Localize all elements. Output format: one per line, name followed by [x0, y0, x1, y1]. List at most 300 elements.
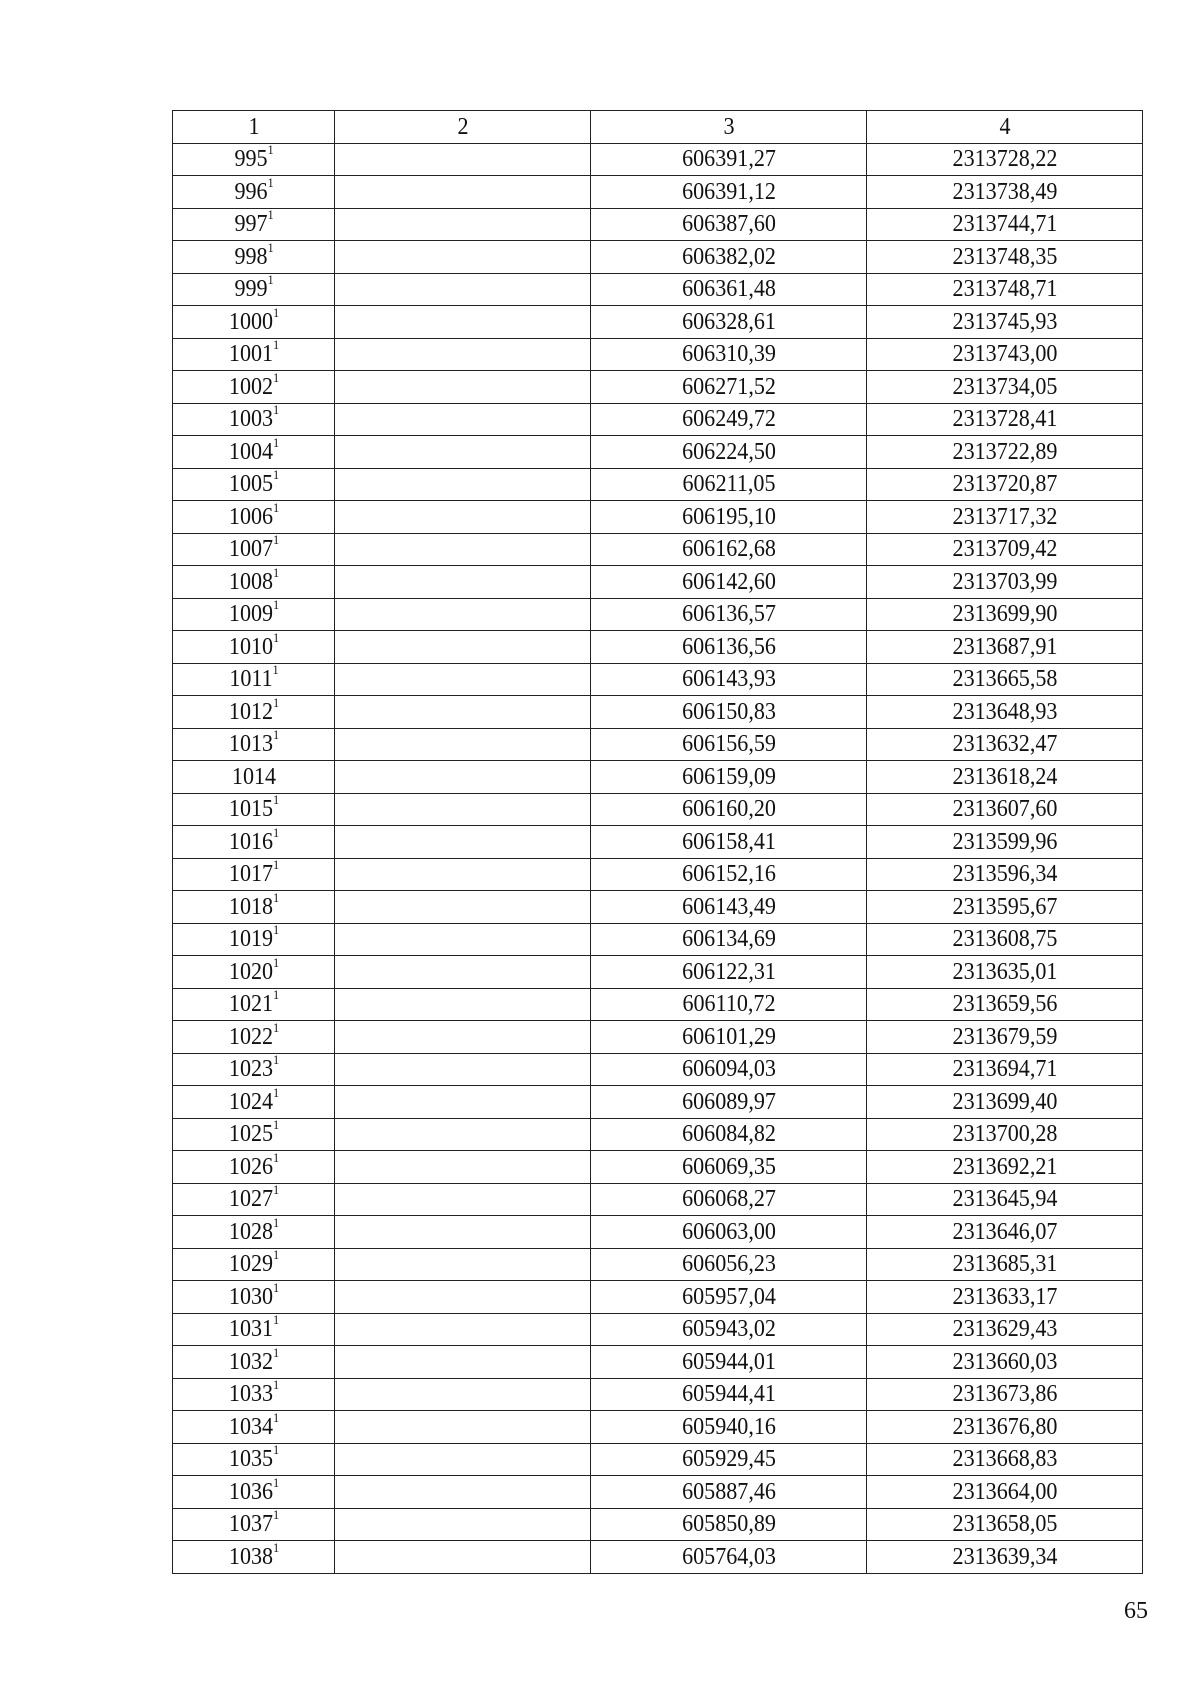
y-coordinate-cell: 2313692,21: [878, 1151, 1132, 1184]
point-superscript: 1: [272, 824, 279, 840]
point-number-cell: [179, 306, 328, 339]
column-2-cell: [345, 273, 581, 306]
point-number-cell: [179, 1346, 328, 1379]
y-coordinate-cell: 2313633,17: [878, 1281, 1132, 1314]
table-row: [173, 501, 1143, 534]
column-2-cell: [345, 598, 581, 631]
point-number: 1009: [228, 601, 273, 628]
point-number: 1028: [228, 1218, 273, 1245]
y-coordinate-cell: 2313709,42: [878, 533, 1132, 566]
table-row: [173, 1541, 1143, 1574]
point-superscript: 1: [272, 629, 279, 645]
column-2-cell: [345, 208, 581, 241]
y-coordinate-cell: 2313699,90: [878, 598, 1132, 631]
y-coordinate-cell: 2313728,22: [878, 143, 1132, 176]
x-coordinate-cell: 606271,52: [602, 371, 856, 404]
y-coordinate-cell: 2313748,71: [878, 273, 1132, 306]
y-coordinate-cell: 2313673,86: [878, 1378, 1132, 1411]
column-2-cell: [345, 1021, 581, 1054]
point-number-cell: [179, 728, 328, 761]
column-2-cell: [345, 988, 581, 1021]
point-number-cell: [179, 273, 328, 306]
y-coordinate-cell: 2313659,56: [878, 988, 1132, 1021]
point-number-cell: [179, 338, 328, 371]
x-coordinate-cell: 606156,59: [602, 728, 856, 761]
x-coordinate-cell: 605944,41: [602, 1378, 856, 1411]
y-coordinate-cell: 2313745,93: [878, 306, 1132, 339]
x-coordinate-cell: 606361,48: [602, 273, 856, 306]
point-number: 1034: [228, 1413, 273, 1440]
x-coordinate-cell: 605764,03: [602, 1541, 856, 1574]
table-header-row: [173, 111, 1143, 144]
y-coordinate-cell: 2313748,35: [878, 241, 1132, 274]
column-2-cell: [345, 728, 581, 761]
x-coordinate-cell: 606382,02: [602, 241, 856, 274]
point-number-cell: [179, 566, 328, 599]
point-number-cell: [179, 1378, 328, 1411]
table-row: [173, 1346, 1143, 1379]
x-coordinate-cell: 606150,83: [602, 696, 856, 729]
column-2-cell: [345, 1411, 581, 1444]
point-superscript: 1: [272, 792, 279, 808]
point-superscript: 1: [272, 1539, 279, 1555]
y-coordinate-cell: 2313665,58: [878, 663, 1132, 696]
y-coordinate-cell: 2313629,43: [878, 1313, 1132, 1346]
point-number: 1027: [228, 1186, 273, 1213]
x-coordinate-cell: 606089,97: [602, 1086, 856, 1119]
column-2-cell: [345, 176, 581, 209]
point-number-cell: [179, 1086, 328, 1119]
column-2-cell: [345, 956, 581, 989]
table-row: [173, 143, 1143, 176]
point-number-cell: [179, 598, 328, 631]
column-2-cell: [345, 1378, 581, 1411]
point-number: 1037: [228, 1511, 273, 1538]
y-coordinate-cell: 2313618,24: [878, 761, 1132, 794]
table-row: [173, 208, 1143, 241]
point-number: 1011: [228, 666, 273, 693]
column-2-cell: [345, 826, 581, 859]
table-row: [173, 1281, 1143, 1314]
point-number-cell: [179, 208, 328, 241]
table-row: [173, 631, 1143, 664]
x-coordinate-cell: 606069,35: [602, 1151, 856, 1184]
point-superscript: 1: [267, 142, 274, 158]
y-coordinate-cell: 2313635,01: [878, 956, 1132, 989]
point-superscript: 1: [272, 1442, 279, 1458]
y-coordinate-cell: 2313717,32: [878, 501, 1132, 534]
point-number-cell: [179, 858, 328, 891]
point-superscript: 1: [272, 532, 279, 548]
y-coordinate-cell: 2313676,80: [878, 1411, 1132, 1444]
point-number-cell: [179, 403, 328, 436]
column-2-cell: [345, 1086, 581, 1119]
x-coordinate-cell: 606158,41: [602, 826, 856, 859]
table-row: [173, 1248, 1143, 1281]
point-number-cell: [179, 1053, 328, 1086]
y-coordinate-cell: 2313685,31: [878, 1248, 1132, 1281]
x-coordinate-cell: 606056,23: [602, 1248, 856, 1281]
x-coordinate-cell: 606110,72: [602, 988, 856, 1021]
column-2-cell: [345, 1053, 581, 1086]
point-superscript: 1: [272, 1182, 279, 1198]
column-2-cell: [345, 1151, 581, 1184]
table-row: [173, 176, 1143, 209]
x-coordinate-cell: 606134,69: [602, 923, 856, 956]
table-row: [173, 1183, 1143, 1216]
table-row: [173, 1443, 1143, 1476]
point-number: 1004: [228, 438, 273, 465]
point-number-cell: [179, 371, 328, 404]
column-2-cell: [345, 1183, 581, 1216]
point-number-cell: [179, 501, 328, 534]
column-2-cell: [345, 436, 581, 469]
x-coordinate-cell: 606195,10: [602, 501, 856, 534]
header-col-1: 1: [179, 111, 328, 144]
y-coordinate-cell: 2313664,00: [878, 1476, 1132, 1509]
table-row: [173, 403, 1143, 436]
y-coordinate-cell: 2313668,83: [878, 1443, 1132, 1476]
point-number-cell: [179, 631, 328, 664]
point-number-cell: [179, 826, 328, 859]
y-coordinate-cell: 2313596,34: [878, 858, 1132, 891]
table-body: [173, 143, 1143, 1573]
point-superscript: 1: [272, 1052, 279, 1068]
column-2-cell: [345, 696, 581, 729]
y-coordinate-cell: 2313699,40: [878, 1086, 1132, 1119]
point-number-cell: [179, 1313, 328, 1346]
point-number: 1015: [228, 796, 273, 823]
column-2-cell: [345, 631, 581, 664]
y-coordinate-cell: 2313608,75: [878, 923, 1132, 956]
point-number: 1006: [228, 503, 273, 530]
x-coordinate-cell: 606159,09: [602, 761, 856, 794]
column-2-cell: [345, 1281, 581, 1314]
y-coordinate-cell: 2313700,28: [878, 1118, 1132, 1151]
point-number: 1001: [228, 341, 273, 368]
point-number-cell: [179, 436, 328, 469]
x-coordinate-cell: 605943,02: [602, 1313, 856, 1346]
column-2-cell: [345, 241, 581, 274]
point-number: 1000: [228, 308, 273, 335]
table-row: [173, 1086, 1143, 1119]
table-row: [173, 468, 1143, 501]
point-superscript: 1: [272, 467, 279, 483]
table-row: [173, 598, 1143, 631]
point-number: 998: [233, 243, 268, 270]
column-2-cell: [345, 501, 581, 534]
point-superscript: 1: [272, 662, 279, 678]
x-coordinate-cell: 606136,56: [602, 631, 856, 664]
column-2-cell: [345, 338, 581, 371]
x-coordinate-cell: 606391,12: [602, 176, 856, 209]
y-coordinate-cell: 2313639,34: [878, 1541, 1132, 1574]
y-coordinate-cell: 2313658,05: [878, 1508, 1132, 1541]
table-row: [173, 566, 1143, 599]
point-superscript: 1: [267, 272, 274, 288]
point-number: 1021: [228, 991, 273, 1018]
point-number-cell: [179, 923, 328, 956]
point-number: 1003: [228, 406, 273, 433]
point-superscript: 1: [272, 1084, 279, 1100]
point-superscript: 1: [272, 1149, 279, 1165]
point-number: 1018: [228, 893, 273, 920]
point-superscript: 1: [272, 889, 279, 905]
header-col-4: 4: [878, 111, 1132, 144]
column-2-cell: [345, 1216, 581, 1249]
x-coordinate-cell: 605887,46: [602, 1476, 856, 1509]
point-number-cell: [179, 663, 328, 696]
y-coordinate-cell: 2313694,71: [878, 1053, 1132, 1086]
table-row: [173, 1053, 1143, 1086]
column-2-cell: [345, 761, 581, 794]
point-number-cell: [179, 1021, 328, 1054]
column-2-cell: [345, 306, 581, 339]
y-coordinate-cell: 2313687,91: [878, 631, 1132, 664]
point-number: 1032: [228, 1348, 273, 1375]
point-superscript: 1: [267, 239, 274, 255]
column-2-cell: [345, 566, 581, 599]
column-2-cell: [345, 858, 581, 891]
header-col-2: 2: [345, 111, 581, 144]
point-number-cell: [179, 793, 328, 826]
table-row: [173, 436, 1143, 469]
x-coordinate-cell: 606143,49: [602, 891, 856, 924]
point-superscript: 1: [272, 857, 279, 873]
x-coordinate-cell: 606387,60: [602, 208, 856, 241]
table-row: [173, 923, 1143, 956]
y-coordinate-cell: 2313728,41: [878, 403, 1132, 436]
column-2-cell: [345, 923, 581, 956]
table-row: [173, 826, 1143, 859]
x-coordinate-cell: 606249,72: [602, 403, 856, 436]
page-number: 65: [1124, 1598, 1148, 1624]
point-number-cell: [179, 241, 328, 274]
x-coordinate-cell: 606142,60: [602, 566, 856, 599]
y-coordinate-cell: 2313703,99: [878, 566, 1132, 599]
point-number: 1010: [228, 633, 273, 660]
x-coordinate-cell: 606122,31: [602, 956, 856, 989]
x-coordinate-cell: 606101,29: [602, 1021, 856, 1054]
point-number-cell: [179, 1183, 328, 1216]
y-coordinate-cell: 2313679,59: [878, 1021, 1132, 1054]
table-row: [173, 533, 1143, 566]
point-number-cell: [179, 176, 328, 209]
column-2-cell: [345, 1443, 581, 1476]
y-coordinate-cell: 2313599,96: [878, 826, 1132, 859]
point-number: 1005: [228, 471, 273, 498]
point-number-cell: [179, 533, 328, 566]
y-coordinate-cell: 2313595,67: [878, 891, 1132, 924]
x-coordinate-cell: 606136,57: [602, 598, 856, 631]
table-row: [173, 696, 1143, 729]
point-number-cell: [179, 696, 328, 729]
y-coordinate-cell: 2313648,93: [878, 696, 1132, 729]
x-coordinate-cell: 606162,68: [602, 533, 856, 566]
point-number-cell: [179, 143, 328, 176]
point-superscript: 1: [272, 1214, 279, 1230]
x-coordinate-cell: 605940,16: [602, 1411, 856, 1444]
point-superscript: 1: [272, 369, 279, 385]
column-2-cell: [345, 663, 581, 696]
x-coordinate-cell: 606391,27: [602, 143, 856, 176]
point-superscript: 1: [272, 1117, 279, 1133]
point-number: 1023: [228, 1056, 273, 1083]
table-row: [173, 1508, 1143, 1541]
point-superscript: 1: [272, 1019, 279, 1035]
y-coordinate-cell: 2313738,49: [878, 176, 1132, 209]
point-number-cell: [179, 1508, 328, 1541]
point-number: 1024: [228, 1088, 273, 1115]
point-number: 1036: [228, 1478, 273, 1505]
point-superscript: 1: [272, 1279, 279, 1295]
point-number: 1038: [228, 1543, 273, 1570]
table-row: [173, 761, 1143, 794]
y-coordinate-cell: 2313722,89: [878, 436, 1132, 469]
point-number: 995: [233, 146, 268, 173]
point-superscript: 1: [272, 727, 279, 743]
point-number: 1008: [228, 568, 273, 595]
point-number: 1026: [228, 1153, 273, 1180]
point-number: 1019: [228, 926, 273, 953]
table-row: [173, 956, 1143, 989]
x-coordinate-cell: 606143,93: [602, 663, 856, 696]
y-coordinate-cell: 2313744,71: [878, 208, 1132, 241]
point-superscript: 1: [272, 434, 279, 450]
point-superscript: 1: [272, 987, 279, 1003]
column-2-cell: [345, 1118, 581, 1151]
column-2-cell: [345, 533, 581, 566]
y-coordinate-cell: 2313645,94: [878, 1183, 1132, 1216]
x-coordinate-cell: 605957,04: [602, 1281, 856, 1314]
point-number-cell: [179, 1476, 328, 1509]
point-number: 1017: [228, 861, 273, 888]
x-coordinate-cell: 606310,39: [602, 338, 856, 371]
point-number: 1020: [228, 958, 273, 985]
point-superscript: 1: [272, 1377, 279, 1393]
x-coordinate-cell: 606224,50: [602, 436, 856, 469]
point-number-cell: [179, 956, 328, 989]
point-number: 997: [233, 211, 268, 238]
table-row: [173, 241, 1143, 274]
column-2-cell: [345, 793, 581, 826]
point-superscript: 1: [272, 1474, 279, 1490]
y-coordinate-cell: 2313607,60: [878, 793, 1132, 826]
point-number-cell: [179, 761, 328, 794]
column-2-cell: [345, 1313, 581, 1346]
point-number-cell: [179, 891, 328, 924]
point-number: 999: [233, 276, 268, 303]
coordinates-table: [172, 110, 1143, 1574]
point-superscript: 1: [272, 1247, 279, 1263]
point-number: 1002: [228, 373, 273, 400]
x-coordinate-cell: 606094,03: [602, 1053, 856, 1086]
x-coordinate-cell: 606084,82: [602, 1118, 856, 1151]
point-number-cell: [179, 1541, 328, 1574]
y-coordinate-cell: 2313720,87: [878, 468, 1132, 501]
point-superscript: 1: [272, 1312, 279, 1328]
point-number: 1016: [228, 828, 273, 855]
point-number-cell: [179, 1411, 328, 1444]
point-superscript: 1: [272, 954, 279, 970]
point-superscript: 1: [272, 1409, 279, 1425]
point-number: 1030: [228, 1283, 273, 1310]
table-row: [173, 371, 1143, 404]
table-row: [173, 1476, 1143, 1509]
column-2-cell: [345, 1248, 581, 1281]
point-number-cell: [179, 1281, 328, 1314]
point-superscript: 1: [272, 564, 279, 580]
point-superscript: 1: [267, 174, 274, 190]
point-number: 1014: [231, 763, 276, 790]
header-col-3: 3: [602, 111, 856, 144]
column-2-cell: [345, 1346, 581, 1379]
point-number: 1013: [228, 731, 273, 758]
point-number: 1022: [228, 1023, 273, 1050]
column-2-cell: [345, 1476, 581, 1509]
column-2-cell: [345, 468, 581, 501]
x-coordinate-cell: 606063,00: [602, 1216, 856, 1249]
y-coordinate-cell: 2313734,05: [878, 371, 1132, 404]
x-coordinate-cell: 606328,61: [602, 306, 856, 339]
table-row: [173, 793, 1143, 826]
y-coordinate-cell: 2313660,03: [878, 1346, 1132, 1379]
point-number-cell: [179, 1443, 328, 1476]
point-superscript: 1: [272, 402, 279, 418]
table-row: [173, 663, 1143, 696]
point-number: 1025: [228, 1121, 273, 1148]
point-superscript: 1: [272, 1344, 279, 1360]
point-number-cell: [179, 1216, 328, 1249]
point-superscript: 1: [272, 597, 279, 613]
point-number-cell: [179, 468, 328, 501]
column-2-cell: [345, 371, 581, 404]
point-superscript: 1: [272, 499, 279, 515]
table-row: [173, 988, 1143, 1021]
point-superscript: 1: [272, 1507, 279, 1523]
table-row: [173, 1378, 1143, 1411]
point-number: 1031: [228, 1316, 273, 1343]
table-row: [173, 306, 1143, 339]
table-row: [173, 891, 1143, 924]
point-number-cell: [179, 988, 328, 1021]
point-number-cell: [179, 1118, 328, 1151]
point-superscript: 1: [267, 207, 274, 223]
point-number: 1035: [228, 1446, 273, 1473]
table-row: [173, 338, 1143, 371]
table-row: [173, 1313, 1143, 1346]
table-row: [173, 1411, 1143, 1444]
point-number: 1012: [228, 698, 273, 725]
point-superscript: 1: [272, 304, 279, 320]
x-coordinate-cell: 606211,05: [602, 468, 856, 501]
y-coordinate-cell: 2313632,47: [878, 728, 1132, 761]
point-number: 996: [233, 178, 268, 205]
x-coordinate-cell: 606068,27: [602, 1183, 856, 1216]
point-superscript: 1: [272, 337, 279, 353]
table-row: [173, 1118, 1143, 1151]
point-number: 1033: [228, 1381, 273, 1408]
point-superscript: 1: [272, 694, 279, 710]
column-2-cell: [345, 1508, 581, 1541]
column-2-cell: [345, 403, 581, 436]
point-superscript: 1: [272, 922, 279, 938]
point-number: 1007: [228, 536, 273, 563]
x-coordinate-cell: 606160,20: [602, 793, 856, 826]
column-2-cell: [345, 891, 581, 924]
table-row: [173, 858, 1143, 891]
table-row: [173, 1021, 1143, 1054]
